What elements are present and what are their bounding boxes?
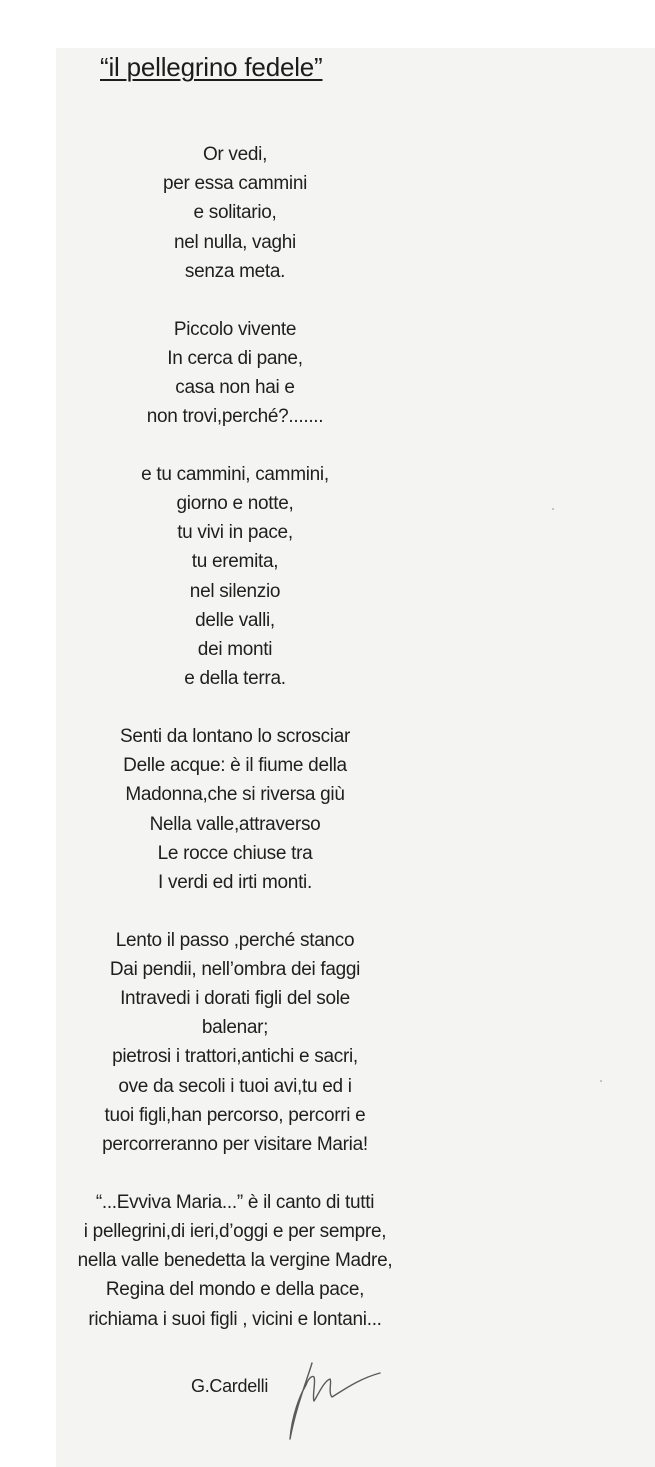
poem-line: i pellegrini,di ieri,d’oggi e per sempre, (83, 1221, 387, 1242)
poem-line: I verdi ed irti monti. (158, 871, 312, 893)
poem-stanza (0, 926, 470, 1160)
poem-line: nella valle benedetta la vergine Madre, (77, 1250, 393, 1272)
poem-line: Or vedi, (202, 144, 268, 165)
poem-stanza (0, 460, 470, 694)
paper-speck (600, 1080, 602, 1082)
poem-line: tu eremita, (191, 551, 279, 573)
poem-line: Piccolo vivente (173, 318, 297, 340)
poem-line: senza meta. (184, 260, 286, 282)
poem-stanza (0, 315, 470, 432)
poem-stanza (0, 1188, 470, 1334)
poem-line: tuoi figli,han percorso, percorri e (104, 1104, 366, 1126)
handwritten-signature (282, 1355, 392, 1445)
poem-line: Dai pendii, nell’ombra dei faggi (109, 958, 361, 980)
poem-line: nel silenzio (189, 580, 281, 602)
poem-line: nel nulla, vaghi (174, 231, 296, 253)
poem-line: non trovi,perché?....... (146, 406, 324, 428)
poem-line: tu vivi in pace, (177, 522, 293, 544)
poem-line: casa non hai e (175, 376, 295, 398)
poem-line: Intravedi i dorati figli del sole (120, 988, 350, 1010)
paper-speck (552, 508, 554, 510)
poem-line: giorno e notte, (176, 493, 294, 515)
poem-line: e della terra. (184, 668, 286, 690)
poem-line: In cerca di pane, (167, 347, 303, 369)
poem-line: Madonna,che si riversa giù (125, 784, 345, 806)
poem-line: Delle acque: è il fiume della (123, 755, 347, 777)
poem-line: Lento il passo ,perché stanco (115, 929, 355, 951)
poem-line: Le rocce chiuse tra (157, 842, 313, 864)
poem-line: delle valli, (195, 609, 275, 631)
poem-line: dei monti (197, 639, 273, 661)
poem-line: balenar; (201, 1017, 269, 1039)
poem-body (0, 140, 470, 1334)
poem-line: ove da secoli i tuoi avi,tu ed i (118, 1075, 352, 1097)
poem-line: “...Evviva Maria...” è il canto di tutti (95, 1191, 375, 1213)
poem-line: percorreranno per visitare Maria! (102, 1134, 368, 1156)
poem-stanza (0, 722, 470, 897)
poem-stanza (0, 140, 470, 286)
poem-line: e tu cammini, cammini, (141, 463, 329, 485)
poem-line: pietrosi i trattori,antichi e sacri, (112, 1046, 358, 1068)
author-name: G.Cardelli (191, 1376, 269, 1396)
poem-line: e solitario, (193, 202, 277, 224)
poem-line: per essa cammini (162, 173, 308, 195)
poem-line: richiama i suoi figli , vicini e lontani... (88, 1308, 382, 1330)
poem-title: “il pellegrino fedele” (100, 52, 323, 82)
poem-line: Regina del mondo e della pace, (105, 1279, 365, 1301)
poem-line: Senti da lontano lo scrosciar (120, 725, 350, 747)
poem-line: Nella valle,attraverso (149, 813, 321, 835)
